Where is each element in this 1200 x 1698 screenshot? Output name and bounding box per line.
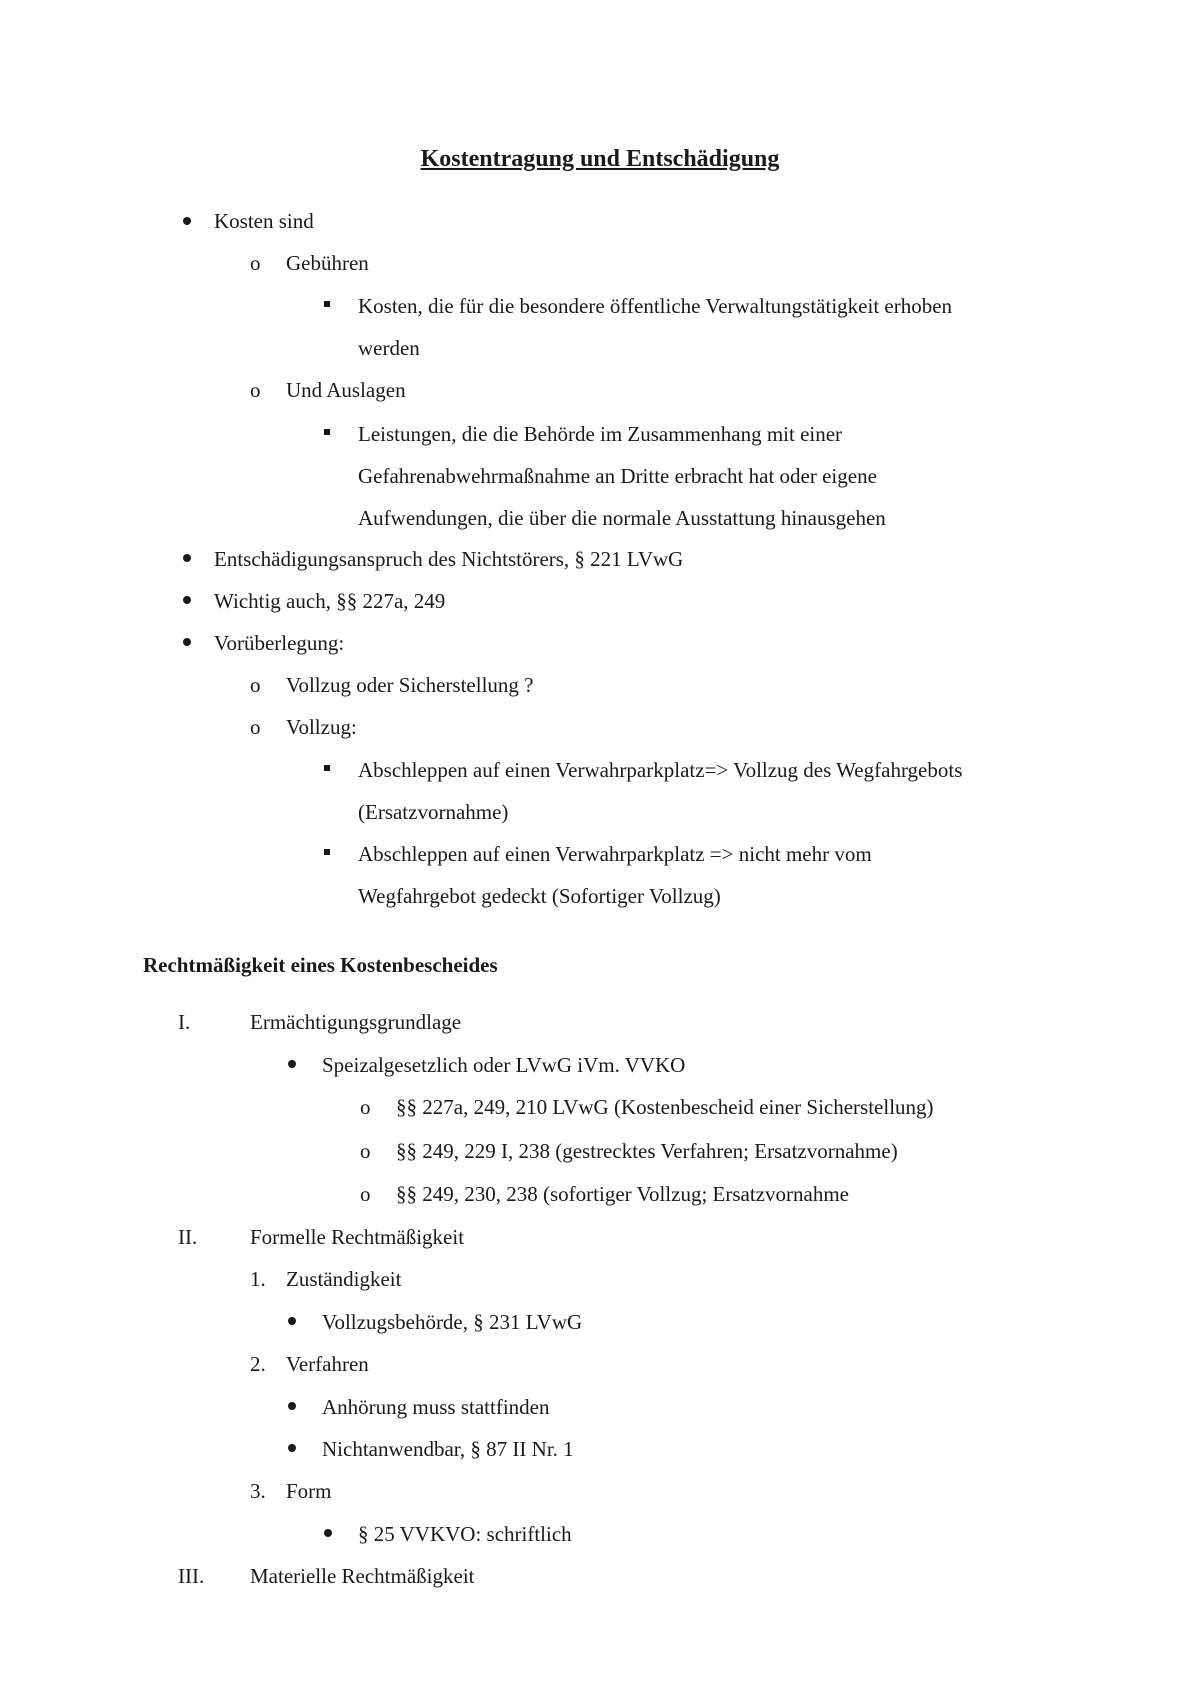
list-item: Leistungen, die die Behörde im Zusammenhang mit einer — [358, 422, 843, 446]
list-item: § 25 VVKVO: schriftlich — [358, 1522, 572, 1546]
list-item: Kosten, die für die besondere öffentliche Verwaltungstätigkeit erhoben — [358, 294, 953, 318]
list-item: Vollzug: — [286, 715, 357, 739]
bullet-circle: o — [360, 1182, 371, 1206]
bullet-square — [324, 429, 330, 435]
list-item: Form — [286, 1479, 332, 1503]
roman-numeral: I. — [178, 1010, 191, 1034]
list-item: Wichtig auch, §§ 227a, 249 — [214, 589, 446, 613]
list-item: Ermächtigungsgrundlage — [250, 1010, 462, 1034]
list-item-continuation: Gefahrenabwehrmaßnahme an Dritte erbracht hat oder eigene — [358, 464, 877, 488]
list-item: Verfahren — [286, 1352, 369, 1376]
bullet-square — [324, 301, 330, 307]
page-title: Kostentragung und Entschädigung — [420, 146, 780, 172]
list-item: Formelle Rechtmäßigkeit — [250, 1225, 465, 1249]
list-number: 2. — [250, 1352, 266, 1376]
list-item-continuation: Wegfahrgebot gedeckt (Sofortiger Vollzug) — [358, 884, 721, 908]
bullet-circle: o — [250, 715, 261, 739]
roman-numeral: II. — [178, 1225, 198, 1249]
list-number: 1. — [250, 1267, 266, 1291]
list-item: §§ 227a, 249, 210 LVwG (Kostenbescheid einer Sicherstellung) — [396, 1095, 934, 1119]
list-item: Und Auslagen — [286, 378, 406, 402]
list-item: Kosten sind — [214, 209, 314, 233]
list-item: Abschleppen auf einen Verwahrparkplatz=> Vollzug des Wegfahrgebots — [358, 758, 963, 782]
bullet-square — [324, 849, 330, 855]
list-item-continuation: (Ersatzvornahme) — [358, 800, 509, 824]
list-item: Vollzugsbehörde, § 231 LVwG — [322, 1310, 583, 1334]
list-item: Gebühren — [286, 251, 369, 275]
list-number: 3. — [250, 1479, 266, 1503]
bullet-circle: o — [250, 251, 261, 275]
bullet-square — [324, 765, 330, 771]
bullet-disc — [183, 638, 191, 646]
bullet-circle: o — [250, 378, 261, 402]
bullet-disc — [288, 1317, 296, 1325]
bullet-disc — [183, 596, 191, 604]
bullet-disc — [183, 217, 191, 225]
section-heading: Rechtmäßigkeit eines Kostenbescheides — [143, 953, 498, 977]
bullet-disc — [288, 1060, 296, 1068]
roman-numeral: III. — [178, 1564, 205, 1588]
list-item: §§ 249, 229 I, 238 (gestrecktes Verfahren; Ersatzvornahme) — [396, 1139, 898, 1163]
bullet-circle: o — [250, 673, 261, 697]
list-item: Speizalgesetzlich oder LVwG iVm. VVKO — [322, 1053, 686, 1077]
bullet-disc — [324, 1529, 332, 1537]
list-item: Entschädigungsanspruch des Nichtstörers, § 221 LVwG — [214, 547, 684, 571]
bullet-disc — [288, 1444, 296, 1452]
list-item: Abschleppen auf einen Verwahrparkplatz => nicht mehr vom — [358, 842, 872, 866]
list-item: Nichtanwendbar, § 87 II Nr. 1 — [322, 1437, 574, 1461]
list-item: Materielle Rechtmäßigkeit — [250, 1564, 475, 1588]
list-item: Vollzug oder Sicherstellung ? — [286, 673, 534, 697]
list-item-continuation: werden — [358, 336, 420, 360]
list-item: Anhörung muss stattfinden — [322, 1395, 550, 1419]
bullet-circle: o — [360, 1139, 371, 1163]
bullet-disc — [288, 1402, 296, 1410]
list-item: Vorüberlegung: — [214, 631, 345, 655]
list-item-continuation: Aufwendungen, die über die normale Ausstattung hinausgehen — [358, 506, 886, 530]
bullet-circle: o — [360, 1095, 371, 1119]
list-item: §§ 249, 230, 238 (sofortiger Vollzug; Ersatzvornahme — [396, 1182, 849, 1206]
bullet-disc — [183, 554, 191, 562]
list-item: Zuständigkeit — [286, 1267, 402, 1291]
